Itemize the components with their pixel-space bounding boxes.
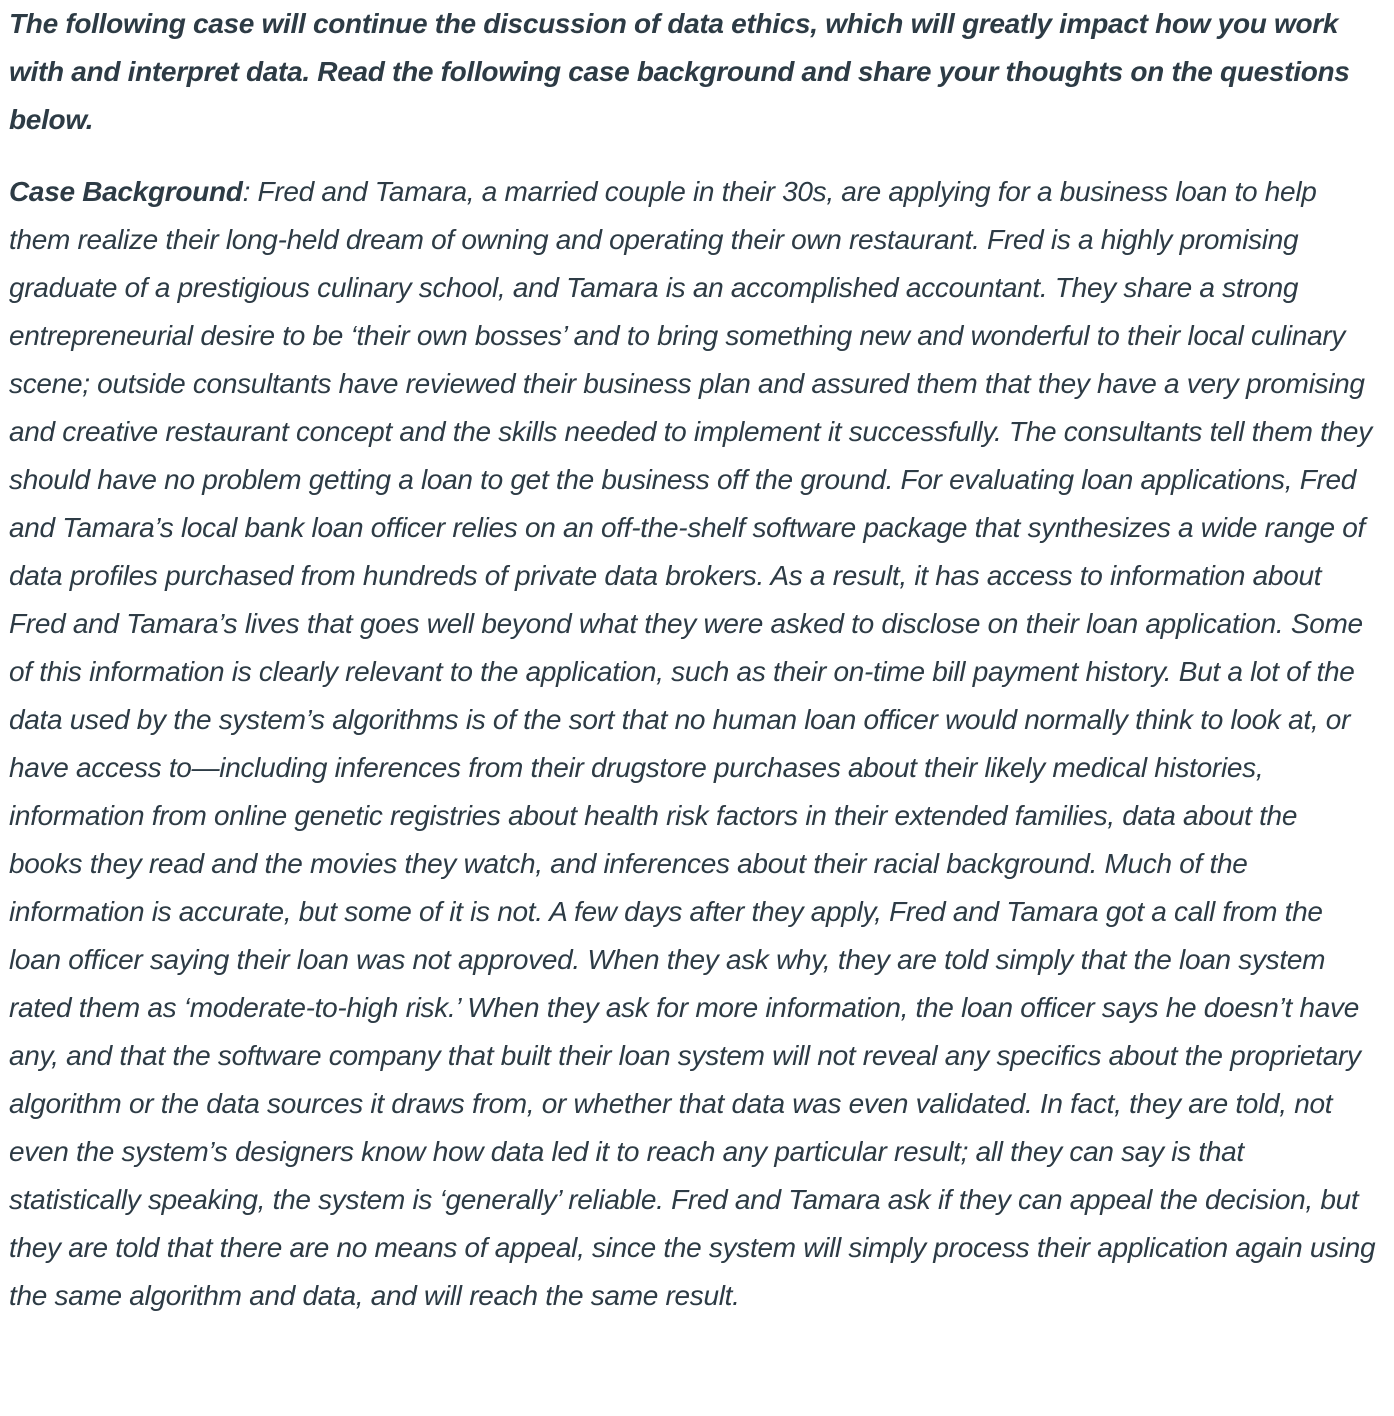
intro-paragraph: The following case will continue the discussion of data ethics, which will greatly impact how you work with and interpret data. Read the following case background and share your thoughts on the questions below. [9, 8, 1350, 135]
case-background-text: Fred and Tamara, a married couple in their 30s, are applying for a business loan to help them realize their long-held dream of owning and operating their own restaurant. Fred is a highly promising graduate of a prestigious culinary school, and Tamara is an accomplished accountant. They share a strong entrepreneurial desire to be ‘their own bosses’ and to bring something new and wonderful to their local culinary scene; outside consultants have reviewed their business plan and assured them that they have a very promising and creative restaurant concept and the skills needed to implement it successfully. The consultants tell them they should have no problem getting a loan to get the business off the ground. For evaluating loan applications, Fred and Tamara’s local bank loan officer relies on an off-the-shelf software package that synthesizes a wide range of data profiles purchased from hundreds of private data brokers. As a result, it has access to information about Fred and Tamara’s lives that goes well beyond what they were asked to disclose on their loan application. Some of this information is clearly relevant to the application, such as their on-time bill payment history. But a lot of the data used by the system’s algorithms is of the sort that no human loan officer would normally think to look at, or have access to—including inferences from their drugstore purchases about their likely medical histories, information from online genetic registries about health risk factors in their extended families, data about the books they read and the movies they watch, and inferences about their racial background. Much of the information is accurate, but some of it is not. A few days after they apply, Fred and Tamara got a call from the loan officer saying their loan was not approved. When they ask why, they are told simply that the loan system rated them as ‘moderate-to-high risk.’ When they ask for more information, the loan officer says he doesn’t have any, and that the software company that built their loan system will not reveal any specifics about the proprietary algorithm or the data sources it draws from, or whether that data was even validated. In fact, they are told, not even the system’s designers know how data led it to reach any particular result; all they can say is that statistically speaking, the system is ‘generally’ reliable. Fred and Tamara ask if they can appeal the decision, but they are told that there are no means of appeal, since the system will simply process their application again using the same algorithm and data, and will reach the same result. [9, 176, 1376, 1311]
case-background-paragraph [9, 168, 1376, 1320]
case-background-label: Case Background [9, 176, 243, 207]
case-background-separator: : [242, 176, 258, 207]
